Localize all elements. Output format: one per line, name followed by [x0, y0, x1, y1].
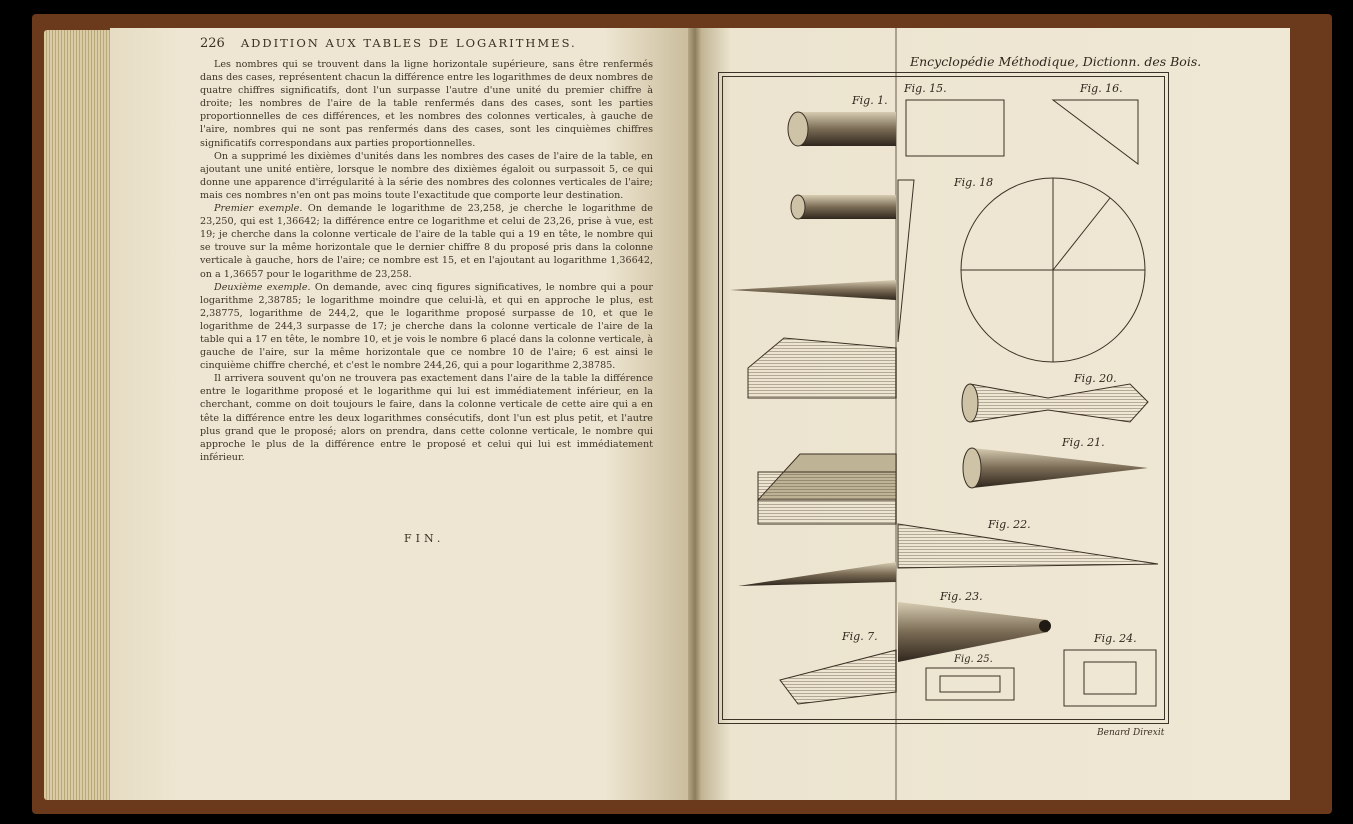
fig-15-label: Fig. 15. — [904, 82, 947, 95]
fig-18-label: Fig. 18 — [954, 176, 994, 189]
fig-log-2 — [791, 195, 896, 219]
page-number: 226 — [200, 36, 225, 51]
fig-21-cone — [972, 448, 1148, 488]
fig-wedge-box — [748, 338, 896, 398]
engraver-credit: Benard Direxit — [1097, 728, 1165, 738]
plate-title: Encyclopédie Méthodique, Dictionn. des Bois. — [910, 54, 1202, 69]
fig-20-label: Fig. 20. — [1074, 372, 1117, 385]
fig-23-cone — [898, 602, 1048, 662]
fig-23-label: Fig. 23. — [940, 590, 983, 603]
fig-23-tip — [1039, 620, 1051, 632]
fig-18-radius — [1053, 198, 1110, 270]
fig-25-inner — [940, 676, 1000, 692]
plate-figures — [718, 72, 1167, 722]
running-head: ADDITION AUX TABLES DE LOGARITHMES. — [240, 36, 577, 50]
fig-parallelogram — [898, 180, 914, 342]
example-1 — [200, 202, 653, 281]
left-page-header — [200, 36, 670, 52]
example-1-text: On demande le logarithme de 23,258, je cherche le logarithme de 23,250, qui est 1,36642; la différence entre ce logarithme et celui de 23,26, prise à vue, est 19; je cherche dans la colonne verticale de l'aire de la table qui a 19 en tête, le nombre qui se trouve sur la même horizontale que le dernier chiffre 8 du proposé pris dans la colonne verticale à gauche, hors de l'aire; ce nombre est 15, et en l'ajoutant au logarithme 1,36642, on a 1,36657 pour le logarithme de 23,258. — [200, 203, 653, 280]
fig-1-log — [788, 112, 896, 146]
example-2-text: On demande, avec cinq figures significatives, le nombre qui a pour logarithme 2,38785; le logarithme moindre que celui-là, et qui en approche le plus, est 2,38775, logarithme de 244,2, que le logarithme proposé surpasse de 10, et que le logarithme de 244,3 surpasse de 17; je cherche dans la colonne verticale de l'aire de la table qui a 17 en tête, le nombre 10, et je vois le nombre 6 placé dans la colonne verticale, à gauche de l'aire, sur la même horizontale que ce nombre 10 de l'aire; 6 est ainsi le cinquième chiffre cherché, et c'est le nombre 244,26, qui a pour logarithme 2,38785. — [200, 281, 653, 372]
fig-20-hyperboloid — [970, 384, 1148, 422]
fig-7-wedge — [780, 650, 896, 704]
fig-22-label: Fig. 22. — [988, 518, 1031, 531]
fig-24-outer — [1064, 650, 1156, 706]
body-text — [200, 58, 653, 464]
fig-spike — [730, 280, 896, 300]
example-2 — [200, 281, 653, 373]
fig-block-front — [758, 472, 896, 524]
book-gutter — [688, 28, 702, 800]
fig-7-label: Fig. 7. — [842, 630, 878, 643]
page-edges — [44, 30, 114, 800]
fig-15-rect — [906, 100, 1004, 156]
paragraph-1: Les nombres qui se trouvent dans la ligne horizontale supérieure, sans être renfermés dans des cases, représentent chacun la différence entre les logarithmes de deux nombres de quatre chiffres significatifs, dont l'un surpasse l'autre d'une unité du premier chiffre à droite; les nombres de l'aire de la table renfermés dans des cases, sont les parties proportionnelles de ces différences, et les nombres des colonnes verticales, à gauche de l'aire, nombres qui ne sont pas renfermés dans des cases, sont les cinquièmes chiffres significatifs correspondans aux parties proportionnelles. — [200, 59, 653, 149]
fig-16-label: Fig. 16. — [1080, 82, 1123, 95]
fig-21-label: Fig. 21. — [1062, 436, 1105, 449]
fig-25-outer — [926, 668, 1014, 700]
fig-20-end — [962, 384, 978, 422]
fig-22-cone — [738, 562, 896, 586]
fig-1-label: Fig. 1. — [852, 94, 888, 107]
fig-16-triangle — [1053, 100, 1138, 164]
fig-24-inner — [1084, 662, 1136, 694]
fig-25-label: Fig. 25. — [954, 654, 993, 665]
fin-marker: FIN. — [404, 532, 445, 545]
closing-paragraph: Il arrivera souvent qu'on ne trouvera pas exactement dans l'aire de la table la différence entre le logarithme proposé et le logarithme qui lui est immédiatement inférieur, en la cherchant, comme on doit toujours le faire, dans la colonne verticale de cette aire qui a en tête la différence entre les deux logarithmes consécutifs, dont l'un est plus petit, et l'autre plus grand que le proposé; alors on prendra, dans cette colonne verticale, le nombre qui approche le plus de la différence entre le proposé et celui qui lui est immédiatement inférieur. — [200, 373, 653, 463]
example-1-label: Premier exemple. — [214, 203, 303, 215]
example-2-label: Deuxième exemple. — [214, 281, 311, 293]
paragraph-2: On a supprimé les dixièmes d'unités dans les nombres des cases de l'aire de la table, en ajoutant une unité entière, lorsque le nombre des dixièmes égaloit ou surpassoit 5, ce qui donne une apparence d'irrégularité à la série des nombres des colonnes verticales de l'aire; mais ces nombres n'en ont pas moins toute l'exactitude que comporte leur destination. — [200, 150, 653, 201]
fig-24-label: Fig. 24. — [1094, 632, 1137, 645]
fig-21-end — [963, 448, 981, 488]
